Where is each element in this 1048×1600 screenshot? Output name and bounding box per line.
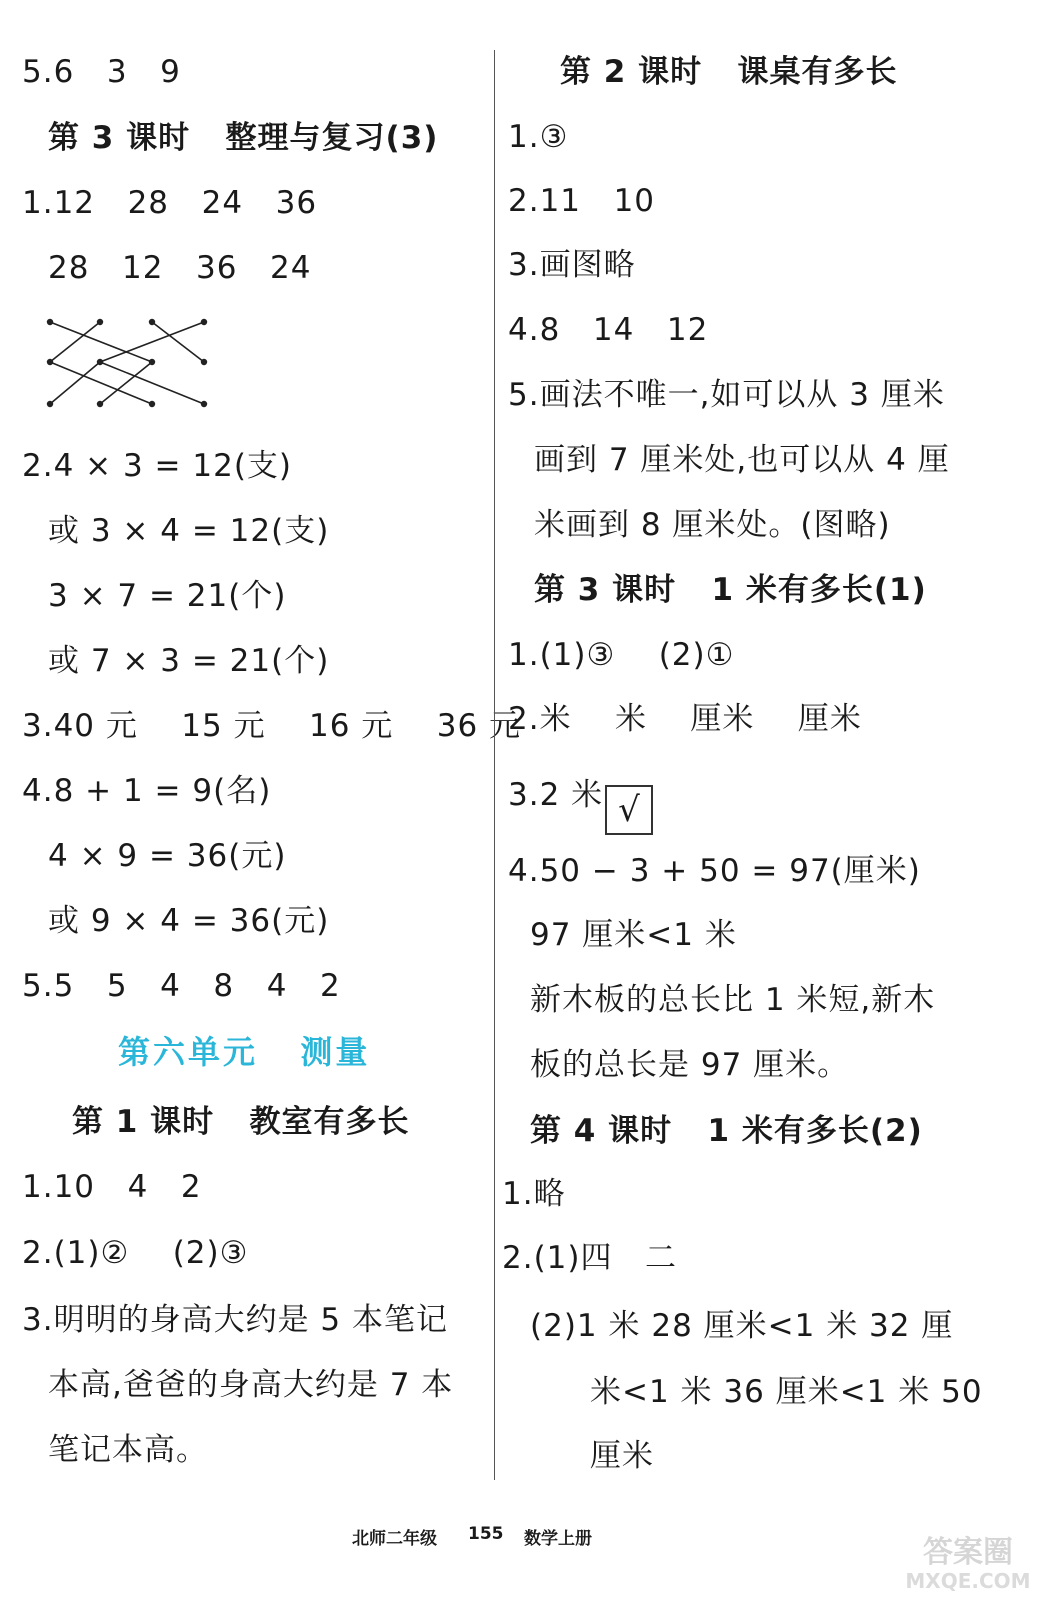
answer-line: 2.11 10 [508,183,656,219]
answer-line: 2.4 × 3 = 12(支) [22,448,293,484]
answer-line: 新木板的总长比 1 米短,新木 [530,982,936,1018]
matching-lines-diagram [40,318,220,414]
answer-line: 板的总长是 97 厘米。 [530,1047,850,1083]
answer-line: 3.画图略 [508,247,636,283]
answer-line: 或 3 × 4 = 12(支) [48,513,330,549]
answer-line: 笔记本高。 [48,1432,208,1468]
answer-line: 28 12 36 24 [48,250,312,286]
answer-line: 1.10 4 2 [22,1169,202,1205]
answer-line: 2.米 米 厘米 厘米 [508,701,862,737]
answer-line: 5.6 3 9 [22,54,181,90]
answer-line: 3.40 元 15 元 16 元 36 元 [22,708,522,744]
lesson-heading: 第 3 课时 1 米有多长(1) [534,572,927,608]
answer-line: 米<1 米 36 厘米<1 米 50 [590,1374,983,1410]
answer-line: 1.略 [502,1176,566,1212]
answer-line: 4.50 − 3 + 50 = 97(厘米) [508,853,921,889]
lesson-heading: 第 4 课时 1 米有多长(2) [530,1113,923,1149]
answer-line: 5.5 5 4 8 4 2 [22,968,341,1004]
watermark-logo [898,1528,1038,1594]
footer-grade: 北师二年级 [352,1529,437,1549]
watermark-text: 答案圈 [923,1535,1013,1570]
answer-line: 或 9 × 4 = 36(元) [48,903,330,939]
answer-line: 4.8 14 12 [508,312,709,348]
answer-line: 或 7 × 3 = 21(个) [48,643,330,679]
answer-line: 3.2 米 [508,777,604,813]
answer-line: 5.画法不唯一,如可以从 3 厘米 [508,377,945,413]
lesson-heading: 第 2 课时 课桌有多长 [560,54,898,90]
answer-line: 米画到 8 厘米处。(图略) [534,507,891,543]
answer-line: 2.(1)四 二 [502,1240,678,1276]
answer-line: 4.8 + 1 = 9(名) [22,773,272,809]
answer-line: 画到 7 厘米处,也可以从 4 厘 [534,442,950,478]
answer-line: 1.12 28 24 36 [22,185,318,221]
answer-line: 97 厘米<1 米 [530,917,737,953]
answer-line: 2.(1)② (2)③ [22,1235,249,1271]
answer-line: 4 × 9 = 36(元) [48,838,287,874]
answer-line: 本高,爸爸的身高大约是 7 本 [48,1367,454,1403]
check-mark-box: √ [605,785,653,835]
answer-line: 1.(1)③ (2)① [508,637,735,673]
lesson-heading: 第 1 课时 教室有多长 [72,1104,410,1140]
footer-subject: 数学上册 [524,1529,592,1549]
lesson-heading: 第 3 课时 整理与复习(3) [48,120,439,156]
answer-line: 3.明明的身高大约是 5 本笔记 [22,1302,449,1338]
page-number: 155 [468,1524,504,1544]
column-divider [494,50,495,1480]
answer-line: 1.③ [508,119,569,155]
answer-line: (2)1 米 28 厘米<1 米 32 厘 [530,1308,954,1344]
watermark-url: MXQE.COM [905,1569,1031,1593]
answer-line: 厘米 [590,1438,654,1474]
unit-title: 第六单元 测量 [118,1033,371,1071]
answer-line: 3 × 7 = 21(个) [48,578,287,614]
